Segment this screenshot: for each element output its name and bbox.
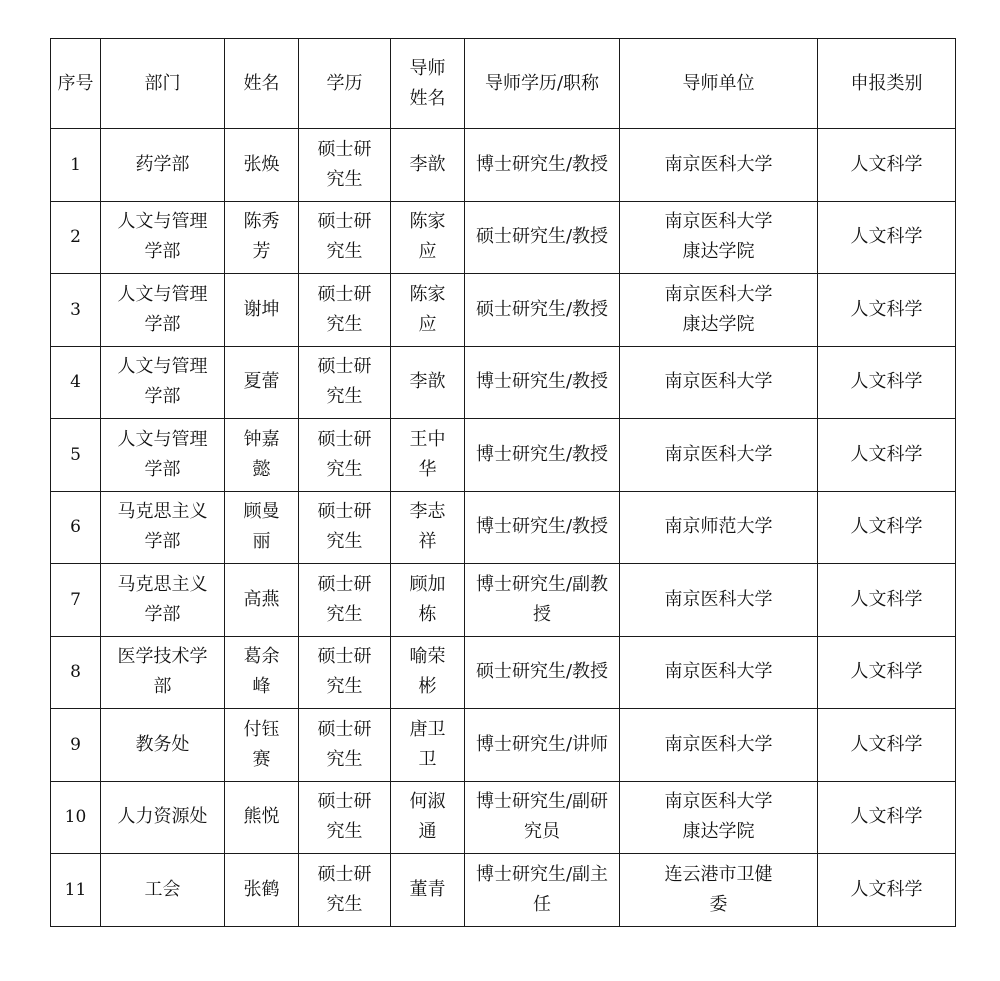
cell-advisor-title: 硕士研究生/教授 (465, 201, 620, 274)
cell-index: 8 (51, 636, 101, 709)
cell-advisor-unit: 南京医科大学康达学院 (620, 201, 818, 274)
cell-department: 人文与管理学部 (101, 201, 225, 274)
header-index: 序号 (51, 39, 101, 129)
cell-category: 人文科学 (818, 419, 956, 492)
cell-name: 张鹤 (225, 854, 299, 927)
cell-department: 教务处 (101, 709, 225, 782)
cell-category: 人文科学 (818, 636, 956, 709)
cell-category: 人文科学 (818, 201, 956, 274)
cell-department: 人文与管理学部 (101, 419, 225, 492)
cell-index: 6 (51, 491, 101, 564)
cell-index: 10 (51, 781, 101, 854)
cell-name: 高燕 (225, 564, 299, 637)
cell-name: 张焕 (225, 129, 299, 202)
cell-category: 人文科学 (818, 781, 956, 854)
cell-advisor-unit: 连云港市卫健委 (620, 854, 818, 927)
cell-advisor-name: 陈家应 (391, 274, 465, 347)
cell-advisor-name: 李歆 (391, 346, 465, 419)
cell-advisor-name: 李志祥 (391, 491, 465, 564)
cell-department: 人文与管理学部 (101, 274, 225, 347)
cell-index: 4 (51, 346, 101, 419)
table-row (51, 781, 956, 854)
cell-department: 医学技术学部 (101, 636, 225, 709)
table-row (51, 854, 956, 927)
table-row (51, 129, 956, 202)
cell-category: 人文科学 (818, 129, 956, 202)
cell-advisor-unit: 南京医科大学 (620, 709, 818, 782)
cell-category: 人文科学 (818, 491, 956, 564)
table-header-row (51, 39, 956, 129)
header-department: 部门 (101, 39, 225, 129)
cell-name: 顾曼丽 (225, 491, 299, 564)
cell-advisor-unit: 南京医科大学 (620, 564, 818, 637)
table-row (51, 201, 956, 274)
table-row (51, 419, 956, 492)
cell-education: 硕士研究生 (299, 564, 391, 637)
cell-education: 硕士研究生 (299, 781, 391, 854)
cell-advisor-unit: 南京医科大学康达学院 (620, 274, 818, 347)
cell-index: 1 (51, 129, 101, 202)
cell-advisor-title: 博士研究生/讲师 (465, 709, 620, 782)
header-education: 学历 (299, 39, 391, 129)
cell-education: 硕士研究生 (299, 129, 391, 202)
cell-category: 人文科学 (818, 346, 956, 419)
cell-category: 人文科学 (818, 709, 956, 782)
cell-category: 人文科学 (818, 274, 956, 347)
applicant-table (50, 38, 956, 927)
cell-index: 9 (51, 709, 101, 782)
cell-department: 工会 (101, 854, 225, 927)
header-category: 申报类别 (818, 39, 956, 129)
cell-department: 人力资源处 (101, 781, 225, 854)
header-advisor-unit: 导师单位 (620, 39, 818, 129)
cell-advisor-title: 硕士研究生/教授 (465, 274, 620, 347)
cell-advisor-unit: 南京医科大学 (620, 129, 818, 202)
table-row (51, 274, 956, 347)
cell-advisor-unit: 南京师范大学 (620, 491, 818, 564)
header-name: 姓名 (225, 39, 299, 129)
table-row (51, 636, 956, 709)
cell-education: 硕士研究生 (299, 709, 391, 782)
cell-advisor-title: 博士研究生/教授 (465, 491, 620, 564)
cell-advisor-title: 硕士研究生/教授 (465, 636, 620, 709)
cell-education: 硕士研究生 (299, 636, 391, 709)
cell-category: 人文科学 (818, 854, 956, 927)
cell-advisor-title: 博士研究生/副主任 (465, 854, 620, 927)
cell-department: 马克思主义学部 (101, 564, 225, 637)
cell-advisor-name: 李歆 (391, 129, 465, 202)
cell-index: 2 (51, 201, 101, 274)
cell-category: 人文科学 (818, 564, 956, 637)
cell-advisor-name: 顾加栋 (391, 564, 465, 637)
cell-name: 夏蕾 (225, 346, 299, 419)
cell-department: 马克思主义学部 (101, 491, 225, 564)
cell-name: 谢坤 (225, 274, 299, 347)
cell-education: 硕士研究生 (299, 274, 391, 347)
cell-name: 钟嘉懿 (225, 419, 299, 492)
cell-education: 硕士研究生 (299, 201, 391, 274)
cell-education: 硕士研究生 (299, 419, 391, 492)
cell-index: 5 (51, 419, 101, 492)
cell-advisor-title: 博士研究生/教授 (465, 129, 620, 202)
cell-advisor-name: 何淑通 (391, 781, 465, 854)
header-advisor-title: 导师学历/职称 (465, 39, 620, 129)
cell-advisor-name: 王中华 (391, 419, 465, 492)
cell-index: 3 (51, 274, 101, 347)
table-row (51, 491, 956, 564)
cell-advisor-unit: 南京医科大学 (620, 636, 818, 709)
header-advisor-name: 导师姓名 (391, 39, 465, 129)
cell-advisor-unit: 南京医科大学 (620, 346, 818, 419)
table-row (51, 346, 956, 419)
cell-advisor-name: 喻荣彬 (391, 636, 465, 709)
cell-name: 陈秀芳 (225, 201, 299, 274)
table-row (51, 564, 956, 637)
cell-department: 药学部 (101, 129, 225, 202)
table-row (51, 709, 956, 782)
cell-name: 葛余峰 (225, 636, 299, 709)
cell-department: 人文与管理学部 (101, 346, 225, 419)
cell-name: 付钰赛 (225, 709, 299, 782)
cell-education: 硕士研究生 (299, 854, 391, 927)
cell-advisor-unit: 南京医科大学 (620, 419, 818, 492)
cell-advisor-title: 博士研究生/教授 (465, 346, 620, 419)
cell-advisor-name: 唐卫卫 (391, 709, 465, 782)
cell-advisor-unit: 南京医科大学康达学院 (620, 781, 818, 854)
cell-education: 硕士研究生 (299, 346, 391, 419)
cell-name: 熊悦 (225, 781, 299, 854)
cell-advisor-name: 陈家应 (391, 201, 465, 274)
cell-advisor-title: 博士研究生/副教授 (465, 564, 620, 637)
cell-index: 11 (51, 854, 101, 927)
cell-advisor-title: 博士研究生/副研究员 (465, 781, 620, 854)
cell-index: 7 (51, 564, 101, 637)
cell-advisor-name: 董青 (391, 854, 465, 927)
cell-education: 硕士研究生 (299, 491, 391, 564)
cell-advisor-title: 博士研究生/教授 (465, 419, 620, 492)
